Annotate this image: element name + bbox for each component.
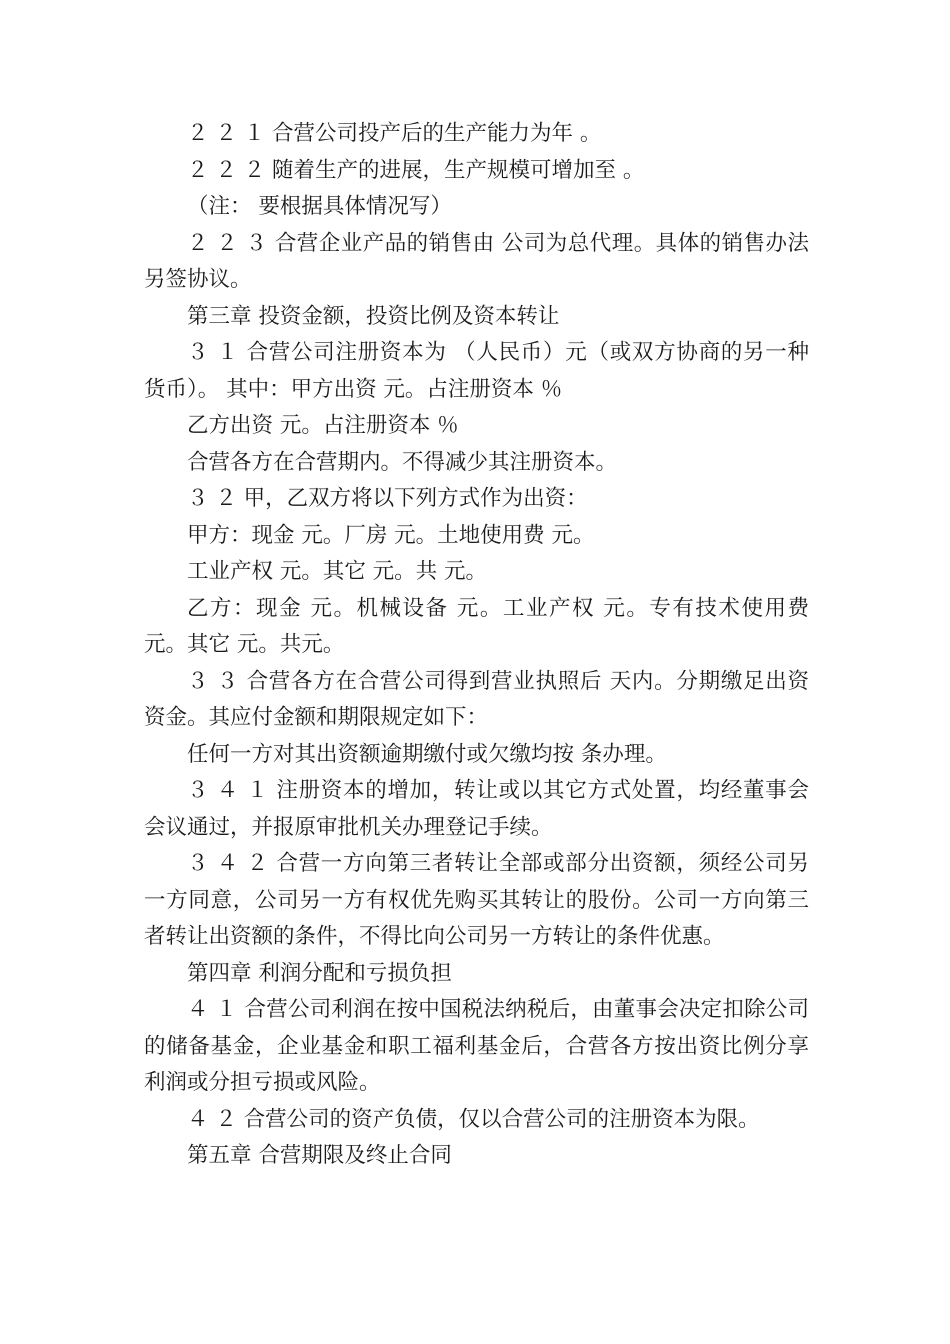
late-payment-clause: 任何一方对其出资额逾期缴付或欠缴均按 条办理。 — [187, 741, 667, 767]
note: （注： 要根据具体情况写） — [187, 194, 452, 219]
party-b-contribution-items: 乙方：现金 元。机械设备 元。工业产权 元。专有技术使用费 元。其它 元。共元。 — [144, 595, 809, 657]
chapter-5-heading: 第五章 合营期限及终止合同 — [187, 1143, 452, 1168]
clause-3-2: ３ ２ 甲，乙双方将以下列方式作为出资： — [187, 486, 588, 511]
clause-2-2-2: ２ ２ ２ 随着生产的进展，生产规模可增加至 。 — [187, 157, 645, 183]
clause-4-1: ４ １ 合营公司利润在按中国税法纳税后，由董事会决定扣除公司的储备基金，企业基金和职工福利基金后，合营各方按出资比例分享利润或分担亏损或风险。 — [144, 997, 809, 1095]
capital-no-reduction: 合营各方在合营期内。不得减少其注册资本。 — [187, 449, 618, 475]
document-body — [144, 116, 809, 1175]
clause-2-2-3: ２ ２ ３ 合营企业产品的销售由 公司为总代理。具体的销售办法另签协议。 — [144, 230, 809, 292]
party-a-contribution-items-cont: 工业产权 元。其它 元。共 元。 — [187, 559, 488, 584]
clause-3-4-1: ３ ４ １ 注册资本的增加，转让或以其它方式处置，均经董事会会议通过，并报原审批机关办理登记手续。 — [144, 778, 809, 840]
chapter-3-heading: 第三章 投资金额，投资比例及资本转让 — [187, 303, 560, 329]
clause-3-4-2: ３ ４ ２ 合营一方向第三者转让全部或部分出资额，须经公司另一方同意，公司另一方有权优先购买其转让的股份。公司一方向第三者转让出资额的条件，不得比向公司另一方转让的条件优惠。 — [144, 851, 809, 949]
chapter-4-heading: 第四章 利润分配和亏损负担 — [187, 960, 452, 986]
party-b-contribution: 乙方出资 元。占注册资本 ％ — [187, 413, 459, 438]
clause-2-2-1: ２ ２ １ 合营公司投产后的生产能力为年 。 — [187, 121, 602, 146]
party-a-contribution-items: 甲方：现金 元。厂房 元。土地使用费 元。 — [187, 522, 595, 548]
clause-3-1: ３ １ 合营公司注册资本为 （人民币）元（或双方协商的另一种货币）。 其中：甲方出资 元。占注册资本 ％ — [144, 340, 809, 402]
clause-4-2: ４ ２ 合营公司的资产负债，仅以合营公司的注册资本为限。 — [187, 1106, 760, 1132]
clause-3-3: ３ ３ 合营各方在合营公司得到营业执照后 天内。分期缴足出资资金。其应付金额和期限规定如下： — [144, 668, 809, 730]
